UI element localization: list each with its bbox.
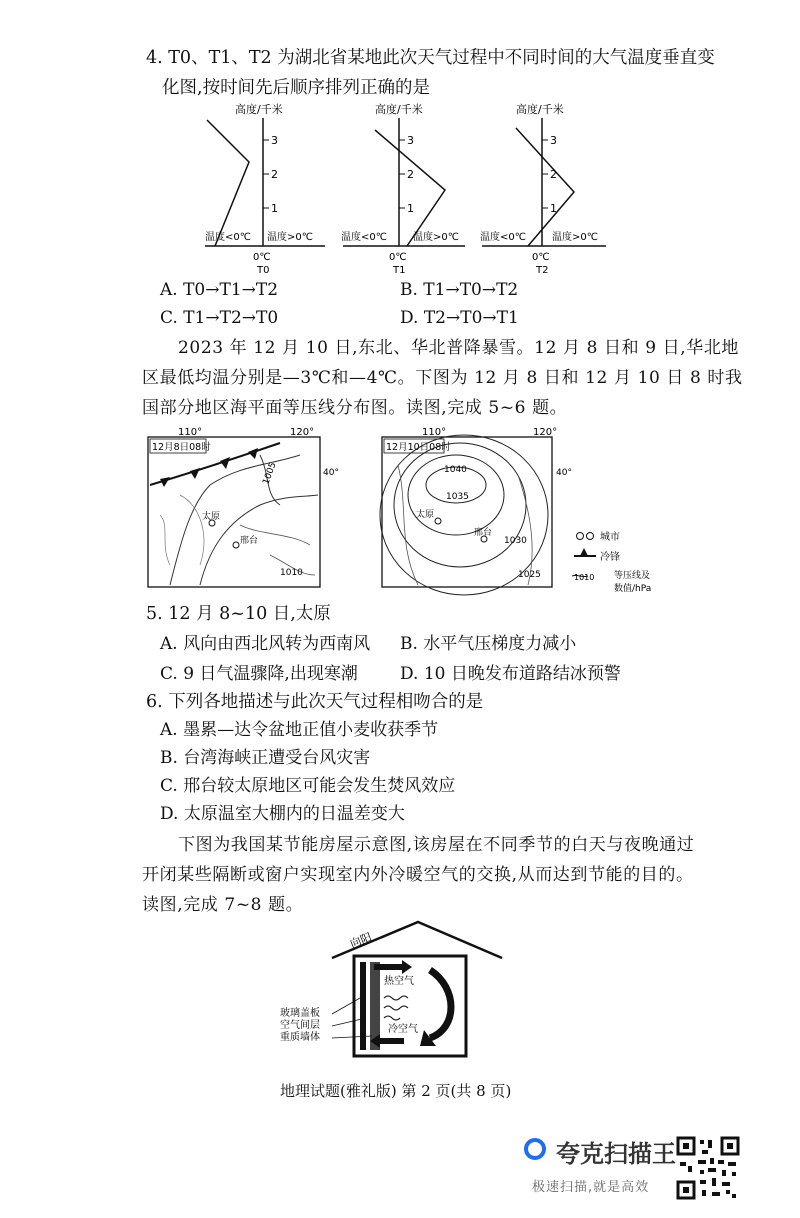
svg-text:玻璃盖板: 玻璃盖板: [280, 1008, 320, 1019]
svg-text:太原: 太原: [416, 510, 435, 520]
svg-text:热空气: 热空气: [384, 976, 414, 987]
svg-text:110°: 110°: [178, 427, 203, 438]
svg-text:邢台: 邢台: [474, 528, 493, 538]
intro78-line1: 下图为我国某节能房屋示意图,该房屋在不同季节的白天与夜晚通过: [178, 835, 695, 855]
q4-option-a: A. T0→T1→T2: [160, 280, 279, 300]
t0-ylabel: 高度/千米: [235, 103, 283, 116]
svg-text:1025: 1025: [518, 570, 541, 580]
svg-text:1005: 1005: [261, 461, 279, 487]
q5-option-a: A. 风向由西北风转为西南风: [160, 634, 371, 654]
svg-text:1030: 1030: [504, 536, 527, 546]
svg-text:高度/千米: 高度/千米: [375, 103, 423, 116]
svg-text:温度<0℃: 温度<0℃: [205, 232, 251, 243]
svg-text:温度>0℃: 温度>0℃: [552, 232, 598, 243]
svg-text:1: 1: [271, 202, 278, 215]
temperature-profile-t1: [335, 100, 475, 280]
svg-text:12月10日08时: 12月10日08时: [386, 442, 451, 453]
svg-text:0℃: 0℃: [389, 252, 407, 263]
svg-text:城市: 城市: [600, 532, 620, 543]
pressure-map-dec10: [378, 425, 572, 595]
q4-stem-line2: 化图,按时间先后顺序排列正确的是: [162, 78, 431, 98]
svg-text:温度<0℃: 温度<0℃: [480, 232, 526, 243]
svg-text:向阳: 向阳: [348, 930, 374, 951]
svg-text:0℃: 0℃: [253, 252, 271, 263]
svg-text:冷锋: 冷锋: [600, 552, 620, 563]
page-footer: 地理试题(雅礼版) 第 2 页(共 8 页): [280, 1082, 512, 1100]
svg-text:2: 2: [550, 168, 557, 181]
q5-stem: 5. 12 月 8~10 日,太原: [146, 604, 331, 624]
intro56-line2: 区最低均温分别是—3℃和—4℃。下图为 12 月 8 日和 12 月 10 日 8 时我: [142, 368, 743, 388]
temperature-profile-t0: [195, 100, 335, 280]
svg-text:1: 1: [407, 202, 414, 215]
q5-option-d: D. 10 日晚发布道路结冰预警: [400, 664, 621, 684]
q6-stem: 6. 下列各地描述与此次天气过程相吻合的是: [146, 692, 484, 712]
t2-curve: [516, 128, 574, 246]
svg-text:空气间层: 空气间层: [280, 1020, 320, 1031]
svg-text:3: 3: [271, 134, 278, 147]
svg-text:1: 1: [550, 202, 557, 215]
q4-option-c: C. T1→T2→T0: [160, 308, 279, 328]
svg-text:等压线及: 等压线及: [614, 571, 651, 581]
svg-text:12月8日08时: 12月8日08时: [152, 442, 211, 453]
svg-text:高度/千米: 高度/千米: [516, 103, 564, 116]
q4-option-d: D. T2→T0→T1: [400, 308, 519, 328]
q5-option-b: B. 水平气压梯度力减小: [400, 634, 577, 654]
q4-stem-line1: 4. T0、T1、T2 为湖北省某地此次天气过程中不同时间的大气温度垂直变: [146, 48, 715, 68]
q4-option-b: B. T1→T0→T2: [400, 280, 519, 300]
svg-text:40°: 40°: [556, 468, 572, 478]
circulation-arrow-icon: [430, 970, 451, 1038]
svg-text:2: 2: [271, 168, 278, 181]
brand-slogan: 极速扫描,就是高效: [532, 1180, 650, 1195]
svg-text:3: 3: [407, 134, 414, 147]
qr-code-icon: [676, 1136, 740, 1200]
svg-text:40°: 40°: [323, 468, 339, 478]
svg-text:1040: 1040: [444, 465, 467, 475]
q6-option-b: B. 台湾海峡正遭受台风灾害: [160, 748, 371, 768]
energy-saving-house-diagram: [280, 918, 510, 1068]
svg-text:T0: T0: [257, 265, 270, 276]
hot-air-arrow-icon: [402, 960, 412, 974]
svg-text:温度>0℃: 温度>0℃: [413, 232, 459, 243]
svg-text:2: 2: [407, 168, 414, 181]
intro56-line3: 国部分地区海平面等压线分布图。读图,完成 5~6 题。: [142, 398, 568, 418]
svg-text:3: 3: [550, 134, 557, 147]
intro56-line1: 2023 年 12 月 10 日,东北、华北普降暴雪。12 月 8 日和 9 日,华北地: [178, 338, 740, 358]
q6-option-d: D. 太原温室大棚内的日温差变大: [160, 804, 405, 824]
svg-text:T1: T1: [393, 265, 406, 276]
scanner-logo-icon: [524, 1138, 546, 1160]
svg-text:1010: 1010: [574, 573, 595, 582]
intro78-line2: 开闭某些隔断或窗户实现室内外冷暖空气的交换,从而达到节能的目的。: [142, 865, 694, 885]
svg-text:1035: 1035: [446, 492, 469, 502]
pressure-map-dec8: [140, 425, 339, 595]
q5-option-c: C. 9 日气温骤降,出现寒潮: [160, 664, 358, 684]
svg-text:温度>0℃: 温度>0℃: [267, 232, 313, 243]
svg-text:T2: T2: [536, 265, 549, 276]
temperature-profile-t2: [478, 100, 618, 280]
svg-text:1010: 1010: [280, 568, 303, 578]
q6-option-a: A. 墨累—达令盆地正值小麦收获季节: [160, 720, 439, 740]
q6-option-c: C. 邢台较太原地区可能会发生焚风效应: [160, 776, 456, 796]
map-legend: [572, 528, 672, 598]
t1-curve: [375, 130, 445, 246]
svg-text:0℃: 0℃: [532, 252, 550, 263]
svg-text:110°: 110°: [422, 427, 447, 438]
svg-text:温度<0℃: 温度<0℃: [341, 232, 387, 243]
svg-text:120°: 120°: [290, 427, 315, 438]
svg-text:邢台: 邢台: [240, 536, 259, 546]
svg-text:冷空气: 冷空气: [388, 1024, 418, 1035]
brand-name: 夸克扫描王: [556, 1140, 676, 1168]
svg-text:太原: 太原: [202, 512, 221, 522]
svg-text:数值/hPa: 数值/hPa: [614, 584, 652, 594]
intro78-line3: 读图,完成 7~8 题。: [142, 895, 304, 915]
svg-text:120°: 120°: [533, 427, 558, 438]
svg-text:重质墙体: 重质墙体: [280, 1032, 320, 1043]
t0-curve: [207, 120, 249, 246]
